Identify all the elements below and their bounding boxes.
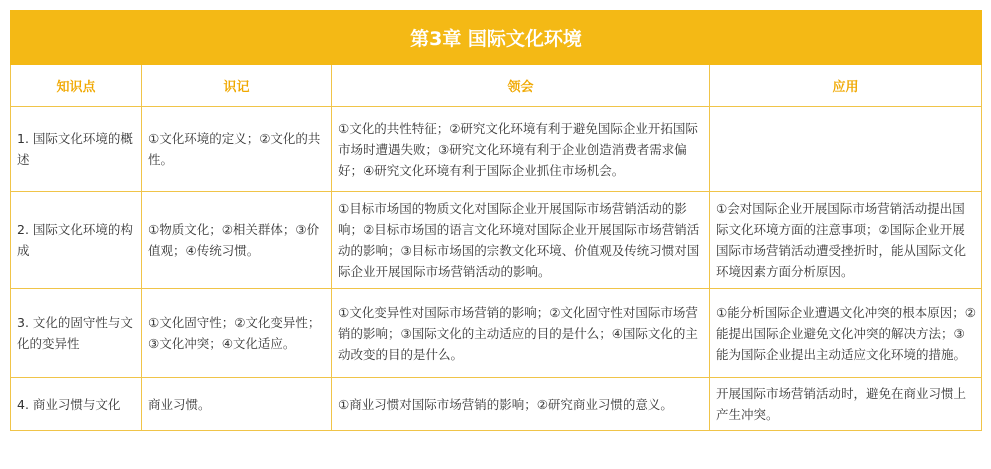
table-row (11, 378, 982, 431)
understand-cell: ①文化的共性特征；②研究文化环境有利于避免国际企业开拓国际市场时遭遇失败；③研究文化环境有利于企业创造消费者需求偏好；④研究文化环境有利于国际企业抓住市场机会。 (332, 107, 710, 192)
header-apply: 应用 (710, 65, 982, 107)
topic-cell: 2. 国际文化环境的构成 (11, 192, 142, 289)
topic-cell: 4. 商业习惯与文化 (11, 378, 142, 431)
chapter-title: 第3章 国际文化环境 (11, 11, 982, 65)
recall-cell: ①文化环境的定义；②文化的共性。 (142, 107, 332, 192)
chapter-table-container (10, 10, 981, 431)
recall-cell: ①物质文化；②相关群体；③价值观；④传统习惯。 (142, 192, 332, 289)
understand-cell: ①商业习惯对国际市场营销的影响；②研究商业习惯的意义。 (332, 378, 710, 431)
header-row (11, 65, 982, 107)
understand-cell: ①文化变异性对国际市场营销的影响；②文化固守性对国际市场营销的影响；③国际文化的主动适应的目的是什么；④国际文化的主动改变的目的是什么。 (332, 289, 710, 378)
recall-cell: 商业习惯。 (142, 378, 332, 431)
apply-cell: 开展国际市场营销活动时，避免在商业习惯上产生冲突。 (710, 378, 982, 431)
header-understand: 领会 (332, 65, 710, 107)
recall-cell: ①文化固守性；②文化变异性；③文化冲突；④文化适应。 (142, 289, 332, 378)
apply-cell: ①会对国际企业开展国际市场营销活动提出国际文化环境方面的注意事项；②国际企业开展国际市场营销活动遭受挫折时，能从国际文化环境因素方面分析原因。 (710, 192, 982, 289)
header-topic: 知识点 (11, 65, 142, 107)
knowledge-table (10, 10, 982, 431)
topic-cell: 1. 国际文化环境的概述 (11, 107, 142, 192)
apply-cell (710, 107, 982, 192)
understand-cell: ①目标市场国的物质文化对国际企业开展国际市场营销活动的影响；②目标市场国的语言文化环境对国际企业开展国际市场营销活动的影响；③目标市场国的宗教文化环境、价值观及传统习惯对国际企业开展国际市场营销活动的影响。 (332, 192, 710, 289)
table-row (11, 192, 982, 289)
table-row (11, 107, 982, 192)
header-recall: 识记 (142, 65, 332, 107)
title-row (11, 11, 982, 65)
topic-cell: 3. 文化的固守性与文化的变异性 (11, 289, 142, 378)
table-row (11, 289, 982, 378)
apply-cell: ①能分析国际企业遭遇文化冲突的根本原因；②能提出国际企业避免文化冲突的解决方法；③能为国际企业提出主动适应文化环境的措施。 (710, 289, 982, 378)
